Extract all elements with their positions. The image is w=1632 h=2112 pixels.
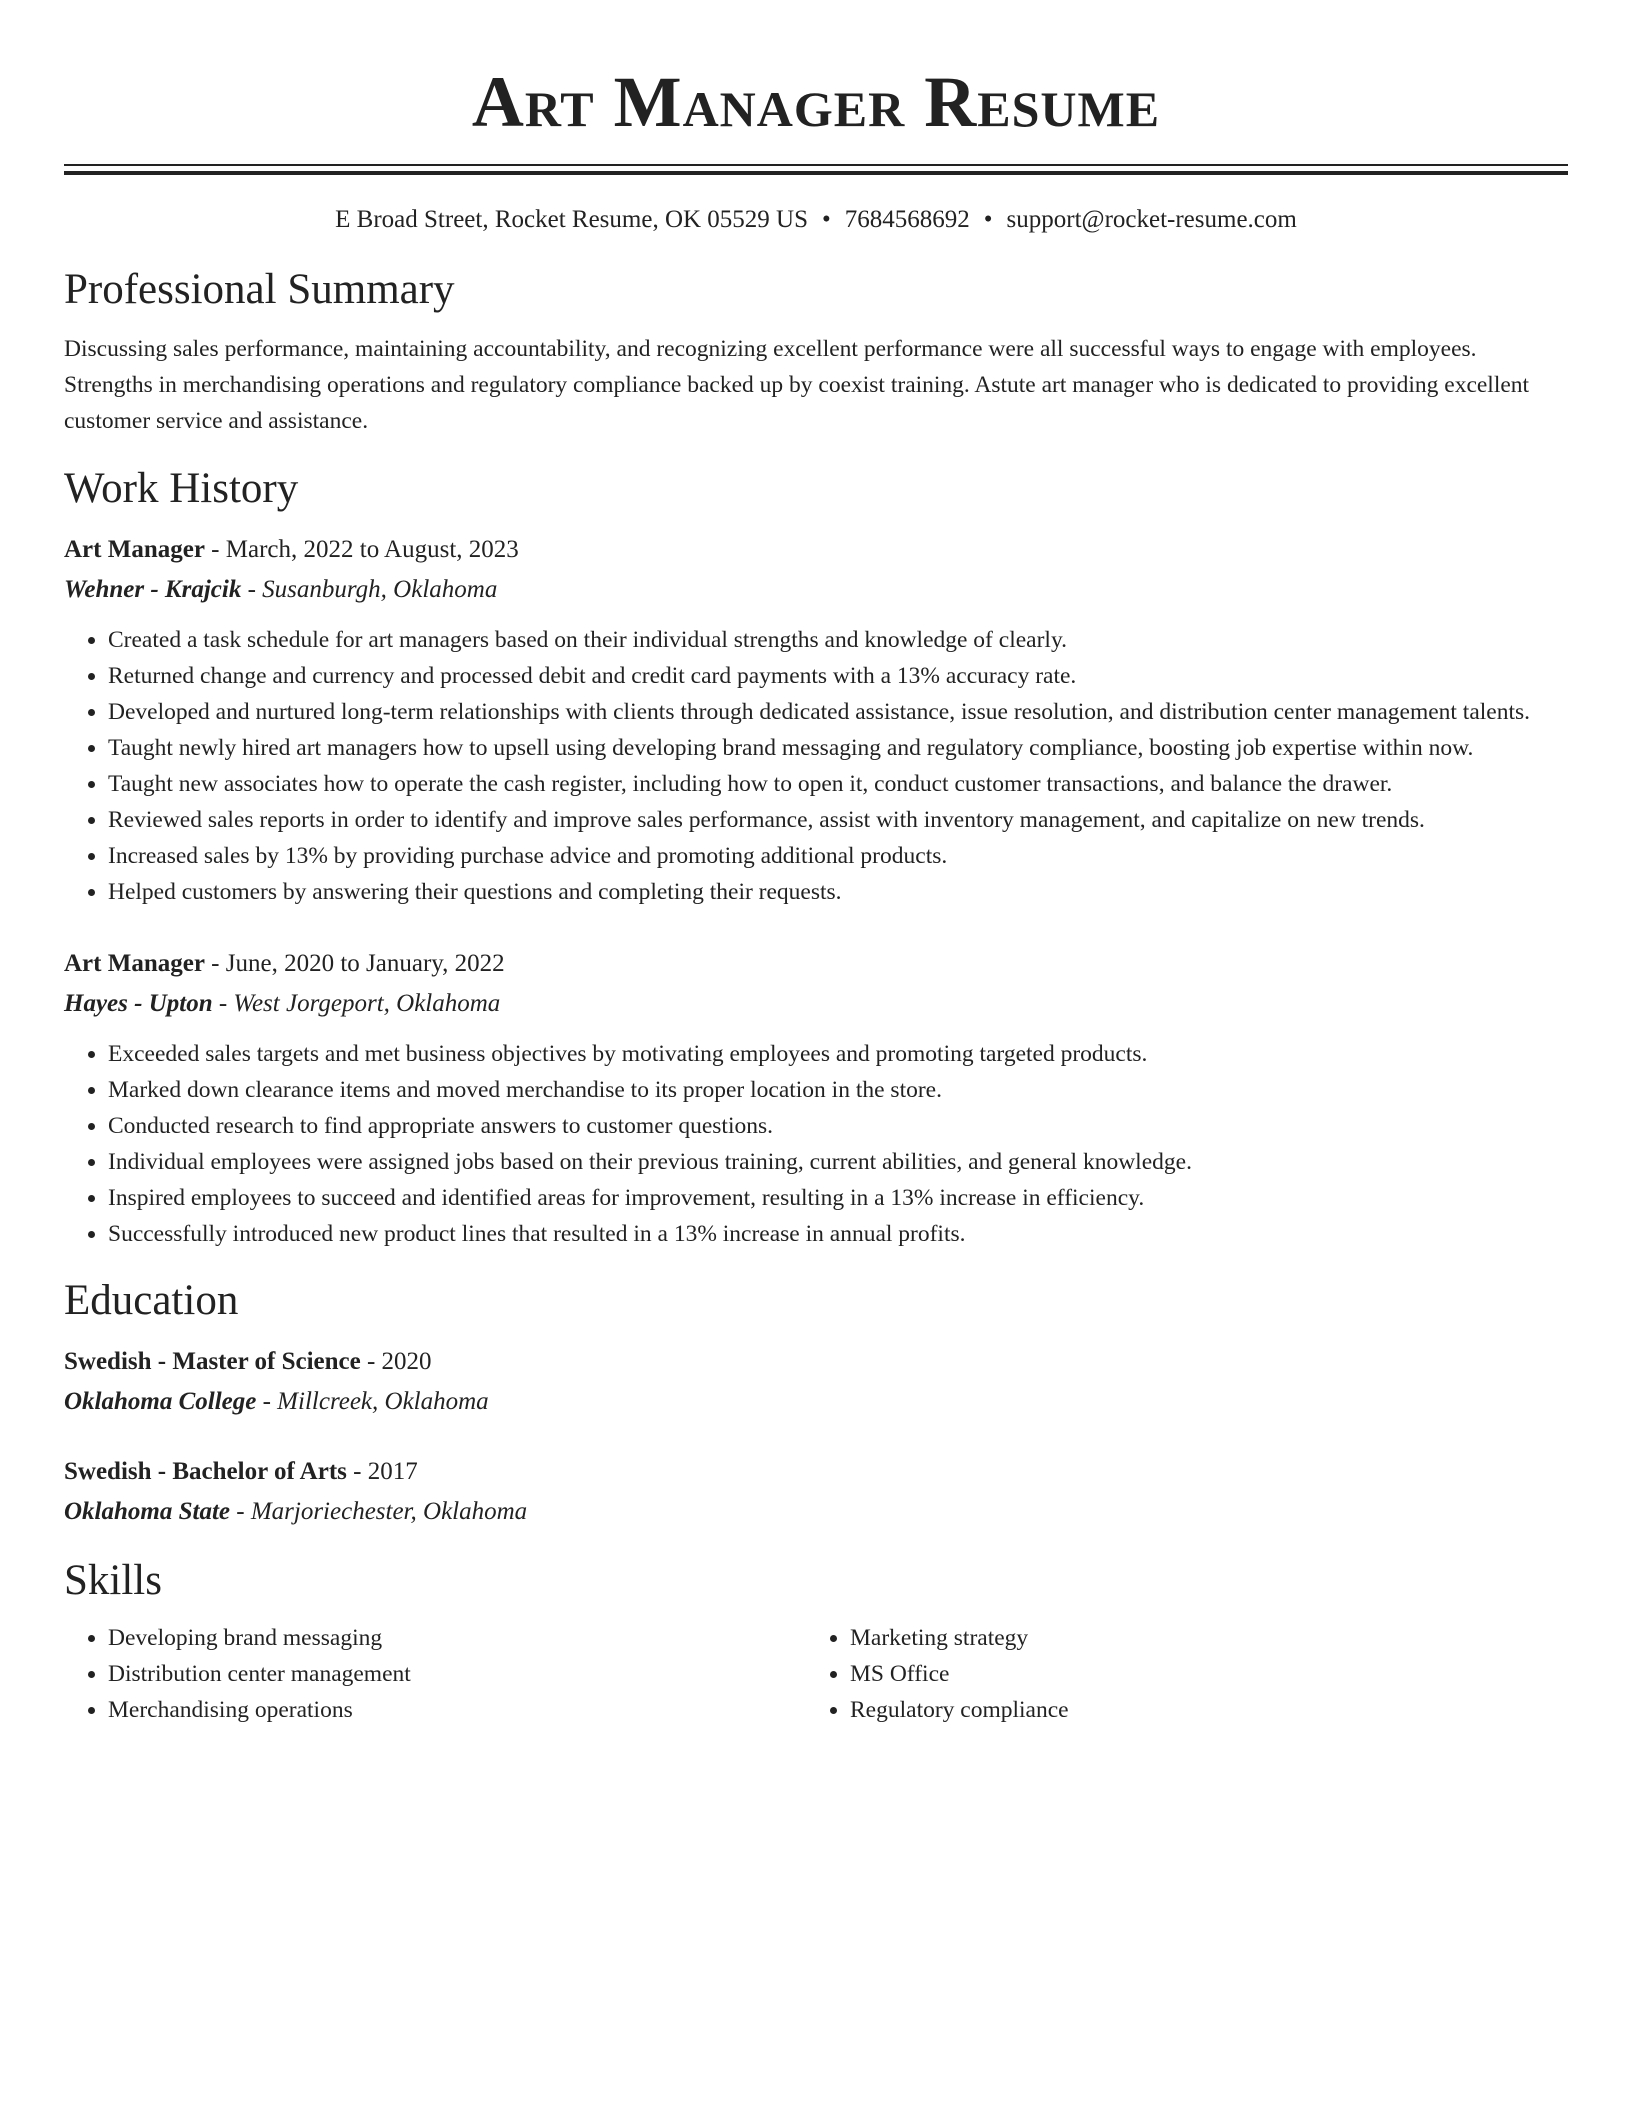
skill-item: • Marketing strategy	[850, 1620, 1548, 1656]
degree-line	[64, 1452, 1568, 1492]
job-bullets	[64, 622, 1568, 910]
job-company-line	[64, 984, 1568, 1024]
job-title: Art Manager	[64, 536, 205, 563]
contact-email: support@rocket-resume.com	[1006, 206, 1297, 233]
resume-title: Art Manager Resume	[471, 62, 1161, 142]
school-line	[64, 1492, 1568, 1532]
school-location: - Millcreek, Oklahoma	[256, 1388, 489, 1415]
skills-column-left	[64, 1620, 806, 1728]
job-entry	[64, 944, 1568, 1252]
job-company: Hayes - Upton	[64, 990, 213, 1017]
job-bullets	[64, 1036, 1568, 1252]
job-entry	[64, 530, 1568, 910]
list-item: • Developed and nurtured long-term relationships with clients through dedicated assistance, issue resolution, and distribution center management talents.	[108, 694, 1568, 730]
skill-item: • Regulatory compliance	[850, 1692, 1548, 1728]
list-item: • Inspired employees to succeed and identified areas for improvement, resulting in a 13% increase in efficiency.	[108, 1180, 1568, 1216]
contact-separator: •	[822, 206, 831, 233]
section-heading-summary: Professional Summary	[64, 266, 455, 313]
list-item: • Marked down clearance items and moved merchandise to its proper location in the store.	[108, 1072, 1568, 1108]
job-title: Art Manager	[64, 950, 205, 977]
job-title-line	[64, 530, 1568, 570]
school-line	[64, 1382, 1568, 1422]
section-heading-education: Education	[64, 1277, 239, 1324]
job-dates: - March, 2022 to August, 2023	[204, 536, 519, 563]
list-item: • Reviewed sales reports in order to identify and improve sales performance, assist with inventory management, and capitalize on new trends.	[108, 802, 1568, 838]
job-title-line	[64, 944, 1568, 984]
degree: Swedish - Bachelor of Arts	[64, 1458, 347, 1485]
education-entry	[64, 1342, 1568, 1422]
list-item: • Returned change and currency and processed debit and credit card payments with a 13% accuracy rate.	[108, 658, 1568, 694]
list-item: • Successfully introduced new product lines that resulted in a 13% increase in annual profits.	[108, 1216, 1568, 1252]
skills-column-right	[806, 1620, 1548, 1728]
summary-paragraph: Discussing sales performance, maintaining accountability, and recognizing excellent performance were all successful ways to engage with employees. Strengths in merchandising operations and regulatory compliance backed up by coexist training. Astute art manager who is dedicated to providing excellent customer service and assistance.	[64, 336, 1530, 434]
list-item: • Helped customers by answering their questions and completing their requests.	[108, 874, 1568, 910]
section-heading-work-history: Work History	[64, 465, 299, 512]
resume-page	[64, 0, 1568, 1728]
education-entry	[64, 1452, 1568, 1532]
list-item: • Conducted research to find appropriate answers to customer questions.	[108, 1108, 1568, 1144]
skill-item: • MS Office	[850, 1656, 1548, 1692]
skill-item: • Merchandising operations	[108, 1692, 806, 1728]
school: Oklahoma College	[64, 1388, 257, 1415]
list-item: • Taught newly hired art managers how to upsell using developing brand messaging and regulatory compliance, boosting job expertise within now.	[108, 730, 1568, 766]
job-location: - West Jorgeport, Oklahoma	[212, 990, 501, 1017]
contact-phone: 7684568692	[844, 206, 970, 233]
degree-line	[64, 1342, 1568, 1382]
degree: Swedish - Master of Science	[64, 1348, 361, 1375]
degree-year: - 2020	[360, 1348, 432, 1375]
section-heading-skills: Skills	[64, 1557, 162, 1604]
skill-item: • Developing brand messaging	[108, 1620, 806, 1656]
job-company-line	[64, 570, 1568, 610]
contact-address: E Broad Street, Rocket Resume, OK 05529 US	[335, 206, 809, 233]
skills-columns	[64, 1620, 1568, 1728]
school-location: - Marjoriechester, Oklahoma	[230, 1498, 528, 1525]
degree-year: - 2017	[346, 1458, 418, 1485]
skill-item: • Distribution center management	[108, 1656, 806, 1692]
job-dates: - June, 2020 to January, 2022	[204, 950, 505, 977]
list-item: • Taught new associates how to operate the cash register, including how to open it, conduct customer transactions, and balance the drawer.	[108, 766, 1568, 802]
contact-line	[64, 204, 1568, 236]
title-double-rule	[64, 164, 1568, 175]
list-item: • Exceeded sales targets and met business objectives by motivating employees and promoting targeted products.	[108, 1036, 1568, 1072]
job-location: - Susanburgh, Oklahoma	[241, 576, 498, 603]
list-item: • Created a task schedule for art managers based on their individual strengths and knowledge of clearly.	[108, 622, 1568, 658]
job-company: Wehner - Krajcik	[64, 576, 242, 603]
list-item: • Increased sales by 13% by providing purchase advice and promoting additional products.	[108, 838, 1568, 874]
school: Oklahoma State	[64, 1498, 230, 1525]
list-item: • Individual employees were assigned jobs based on their previous training, current abilities, and general knowledge.	[108, 1144, 1568, 1180]
contact-separator: •	[983, 206, 993, 233]
